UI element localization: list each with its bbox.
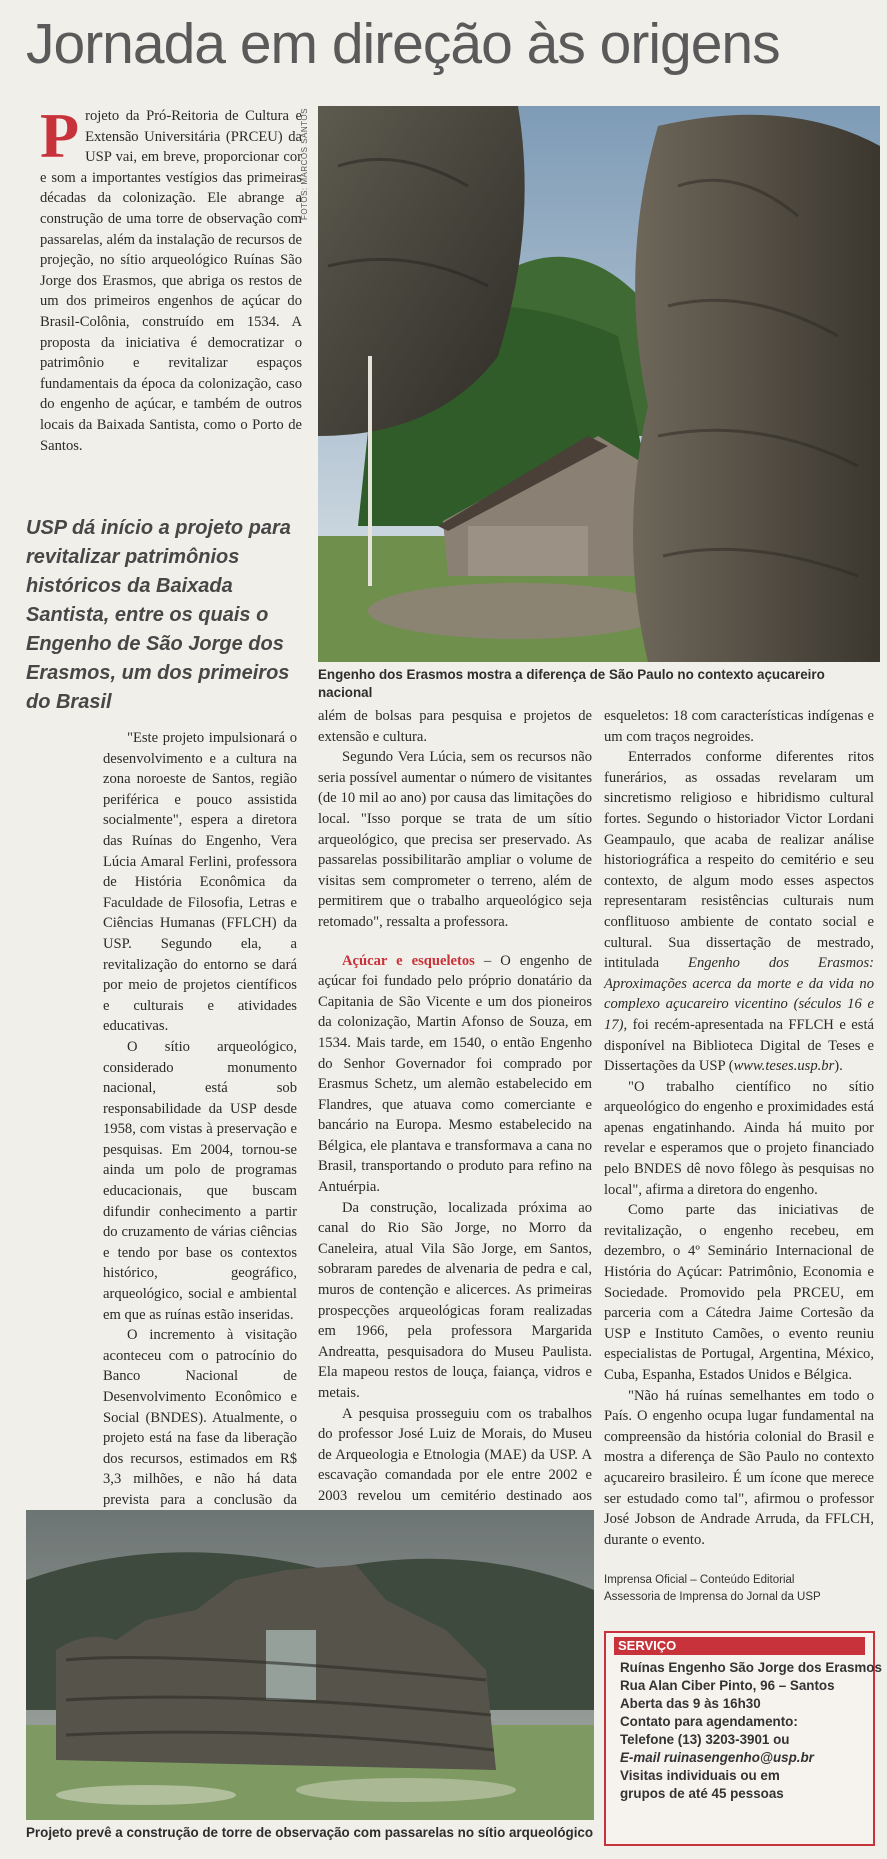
col3-paragraph-1: esqueletos: 18 com características indígenas e um com traços negroides. <box>604 708 874 745</box>
col1-paragraph-2: O sítio arqueológico, considerado monumento nacional, está sob responsabilidade da USP desde 1958, com vistas à preservação e pesquisas. Em 2004, tornou-se ainda um polo de programas educacionais, que buscam difundir conhecimento a partir do cruzamento de várias ciências e tendo por base os contextos histórico, geográfico, arqueológico, social e ambiental em que as ruínas estão inseridas. <box>103 1038 297 1323</box>
servico-line: Aberta das 9 às 16h30 <box>620 1696 761 1711</box>
photo-caption-bottom: Projeto prevê a construção de torre de observação com passarelas no sítio arqueológico <box>26 1825 594 1840</box>
lead-headline: USP dá início a projeto para revitalizar patrimônios históricos da Baixada Santista, entre os quais o Engenho de São Jorge dos Erasmos, um dos primeiros do Brasil <box>26 517 291 713</box>
intro-paragraph <box>40 100 302 456</box>
col3-paragraph-5: "Não há ruínas semelhantes em todo o País. O engenho ocupa lugar fundamental na compreensão da história colonial do Brasil e mostra a diferença de São Paulo no contexto açucareiro brasileiro. É um ícone que merece ser estudado como tal", afirmou o professor José Jobson de Andrade Arruda, da FFLCH, durante o evento. <box>604 1387 874 1548</box>
teses-link[interactable]: www.teses.usp.br <box>733 1058 835 1075</box>
col3-paragraph-2a: Enterrados conforme diferentes ritos funerários, as ossadas revelaram um sincretismo religioso e hibridismo cultural fortes. Segundo o historiador Victor Lordani Geampaulo, que acaba de realizar análise historiográfica a respeito do cemitério e seu contexto, de algum modo esses aspectos representaram resistências culturais num conflituoso ambiente de contato social e cultural. Sua dissertação de mestrado, intitulada <box>604 749 874 972</box>
column-2 <box>318 706 592 1527</box>
col2-paragraph-3: – O engenho de açúcar foi fundado pelo próprio donatário da Capitania de São Vicente e um dos pioneiros da colonização, Martin Afonso de Souza, em 1534. Mais tarde, em 1540, o então Engenho do Senhor Governador foi comprado por Erasmus Schetz, um alemão estabelecido em Flandres, que atuava como comerciante e bancário na Europa. Mesmo estabelecido na Bélgica, ele plantava e transformava a cana no Brasil, transportando o produto para refino na Antuérpia. <box>318 952 592 1196</box>
email-label: E-mail <box>620 1750 661 1765</box>
servico-body <box>620 1659 882 1803</box>
col2-paragraph-5: A pesquisa prosseguiu com os trabalhos do professor José Luiz de Morais, do Museu de Arqueologia e Etnologia (MAE) da USP. A escavação comandada por ele entre 2002 e 2003 revelou um cemitério destinado aos <box>318 1405 592 1504</box>
col3-paragraph-2b: , foi recém-apresentada na FFLCH e está disponível na Biblioteca Digital de Teses e Dissertações da USP ( <box>604 1016 874 1075</box>
dissertation-title: Engenho dos Erasmos: Aproximações acerca da morte e da vida no complexo açucareiro vicentino (séculos 16 e 17) <box>604 955 874 1033</box>
servico-line: Contato para agendamento: <box>620 1714 798 1729</box>
signature <box>604 1572 874 1606</box>
servico-line: Telefone (13) 3203-3901 ou <box>620 1732 790 1747</box>
drop-cap: P <box>40 100 80 171</box>
col1-paragraph-1: "Este projeto impulsionará o desenvolvimento e a cultura na zona noroeste de Santos, região periférica e pouco assistida socialmente", espera a diretora das Ruínas do Engenho, Vera Lúcia Amaral Ferlini, professora de História Econômica da Faculdade de Filosofia, Letras e Ciências Humanas (FFLCH) da USP. Segundo ela, a revitalização do entorno se dará por meio de projetos científicos e culturais e atividades educativas. <box>103 730 297 1035</box>
servico-line: Rua Alan Ciber Pinto, 96 – Santos <box>620 1678 835 1693</box>
col2-paragraph-1: além de bolsas para pesquisa e projetos de extensão e cultura. <box>318 708 592 745</box>
photo-credit: FOTOS: MARCOS SANTOS <box>300 108 309 220</box>
engenho-photo <box>318 106 880 662</box>
col2-paragraph-4: Da construção, localizada próxima ao canal do Rio São Jorge, no Morro da Caneleira, atual Vila São Jorge, em Santos, sobraram paredes de alvenaria de pedra e cal, muros de contenção e alicerces. As primeiras prospecções arqueológicas foram realizadas em 1966, pela professora Margarida Andreatta, pesquisadora do Museu Paulista. Ela mapeou restos de louça, faiança, vidros e metais. <box>318 1199 592 1401</box>
col2-paragraph-2: Segundo Vera Lúcia, sem os recursos não seria possível aumentar o número de visitantes (de 10 mil ao ano) por causa das limitações do local. "Isso porque se trata de um sítio arqueológico, que precisa ser preservado. As passarelas possibilitarão ampliar o volume de visitas sem comprometer o terreno, além de permitirem que o trabalho arqueológico seja retomado", ressalta a professora. <box>318 749 592 930</box>
column-3 <box>604 706 874 1550</box>
servico-heading: SERVIÇO <box>614 1637 865 1655</box>
col3-paragraph-3: "O trabalho científico no sítio arqueológico do engenho e proximidades está apenas engatinhando. Ainda há muito por revelar e esperamos que o projeto financiado pelo BNDES dê novo fôlego às pesquisas no local", afirma a diretora do engenho. <box>604 1078 874 1198</box>
servico-box <box>604 1631 882 1846</box>
servico-line: grupos de até 45 pessoas <box>620 1786 784 1801</box>
intro-text: rojeto da Pró-Reitoria de Cultura e Extensão Universitária (PRCEU) da USP vai, em breve, proporcionar cor e som a importantes vestígios das primeiras décadas da colonização. Ele abrange a construção de uma torre de observação com passarelas, além da instalação de recursos de projeção, no sítio arqueológico Ruínas São Jorge dos Erasmos, que abriga os restos de um dos primeiros engenhos de açúcar do Brasil-Colônia, construído em 1534. A proposta da iniciativa é democratizar o patrimônio e revitalizar espaços fundamentais da época da colonização, caso do engenho de açúcar, e também de outros locais da Baixada Santista, como o Porto de Santos. <box>40 108 302 454</box>
col1-paragraph-3: O incremento à visitação aconteceu com o patrocínio do Banco Nacional de Desenvolvimento Econômico e Social (BNDES). Atualmente, o projeto está na fase da liberação dos recursos, estimados em R$ 3,3 milhões, e não há data prevista para a conclusão da <box>103 1327 297 1508</box>
servico-line: Ruínas Engenho São Jorge dos Erasmos <box>620 1660 882 1675</box>
col3-paragraph-2c: ). <box>834 1058 843 1075</box>
section-subhead: Açúcar e esqueletos <box>342 952 475 969</box>
signature-line-2: Assessoria de Imprensa do Jornal da USP <box>604 1591 821 1603</box>
servico-email-line <box>620 1749 867 1767</box>
email-link[interactable]: ruinasengenho@usp.br <box>660 1750 814 1765</box>
servico-line: Visitas individuais ou em <box>620 1768 780 1783</box>
col3-paragraph-4: Como parte das iniciativas de revitalização, o engenho recebeu, em dezembro, o 4º Seminário Internacional de História do Açúcar: Patrimônio, Economia e Sociedade. Promovido pela PRCEU, em parceria com a Cátedra Jaime Cortesão da USP e Instituto Camões, o evento reuniu especialistas de Portugal, Argentina, México, Cuba, Espanha, Estados Unidos e Bélgica. <box>604 1202 874 1383</box>
page-title: Jornada em direção às origens <box>26 12 780 76</box>
photo-caption-top: Engenho dos Erasmos mostra a diferença de São Paulo no contexto açucareiro nacional <box>318 667 825 700</box>
ruins-photo <box>26 1510 594 1820</box>
signature-line-1: Imprensa Oficial – Conteúdo Editorial <box>604 1574 795 1586</box>
